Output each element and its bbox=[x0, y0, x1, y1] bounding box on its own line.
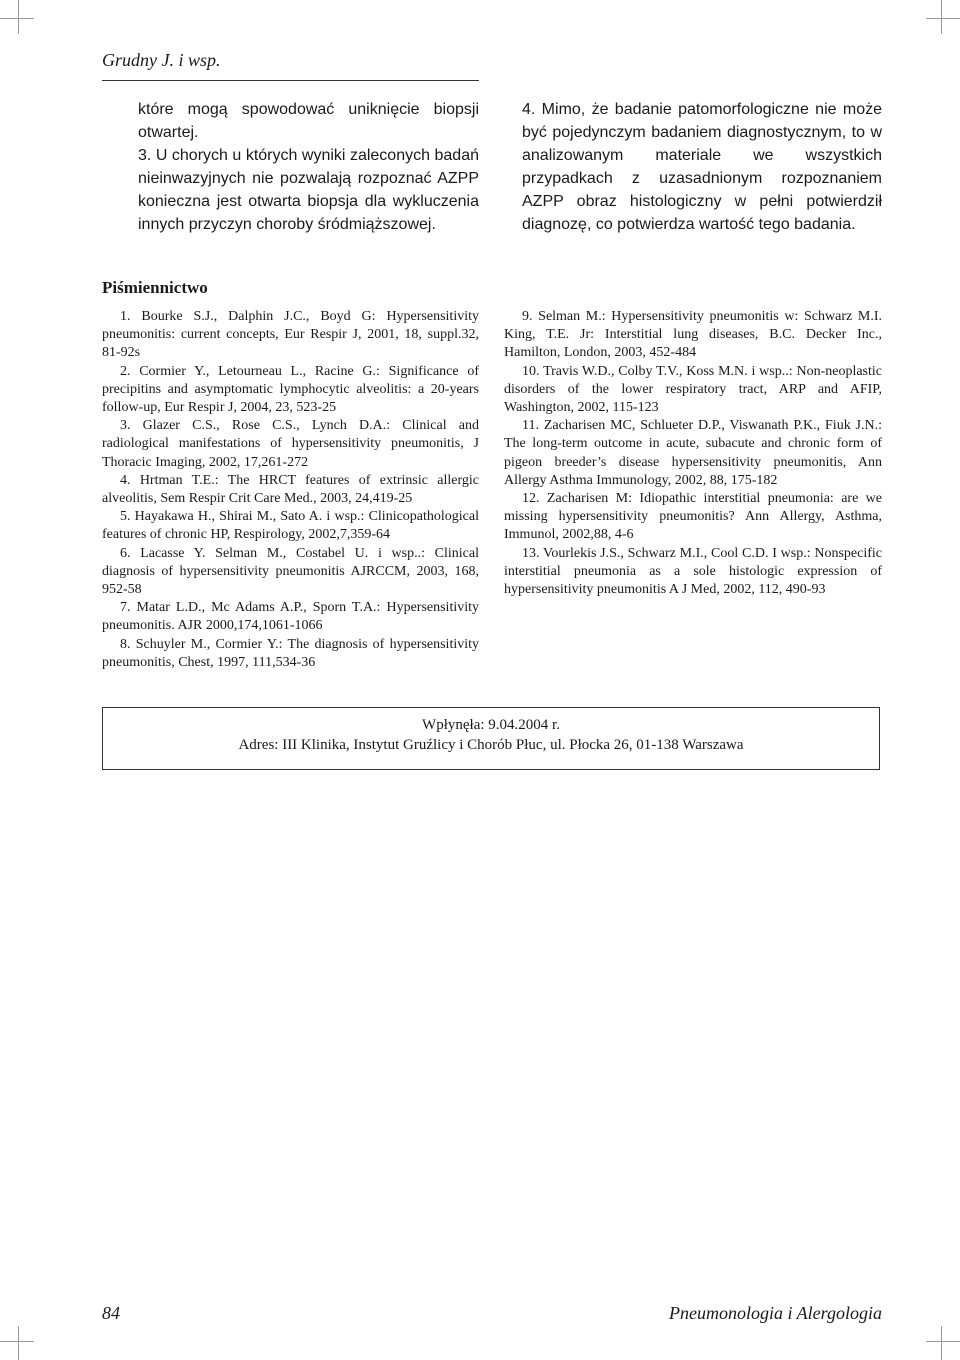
correspondence-box bbox=[102, 707, 880, 770]
reference-item: 9. Selman M.: Hypersensitivity pneumonitis w: Schwarz M.I. King, T.E. Jr: Interstitial lung diseases, B.C. Decker Inc., Hamilton, London, 2003, 452-484 bbox=[504, 309, 882, 361]
reference-item: 12. Zacharisen M: Idiopathic interstitial pneumonia: are we missing hypersensitivity pneumonitis? Ann Allergy, Asthma, Immunol, 2002,88, 4-6 bbox=[504, 491, 882, 543]
reference-item: 3. Glazer C.S., Rose C.S., Lynch D.A.: Clinical and radiological manifestations of hypersensitivity pneumonitis, J Thoracic Imaging, 2002, 17,261-272 bbox=[102, 418, 479, 470]
crop-mark bbox=[941, 0, 942, 34]
crop-mark bbox=[18, 1326, 19, 1360]
reference-item: 1. Bourke S.J., Dalphin J.C., Boyd G: Hypersensitivity pneumonitis: current concepts, Eur Respir J, 2001, 18, suppl.32, 81-92s bbox=[102, 309, 479, 361]
body-paragraph: które mogą spowodować uniknięcie biopsji otwartej. bbox=[138, 101, 479, 141]
received-date: Wpłynęła: 9.04.2004 r. bbox=[422, 717, 560, 733]
crop-mark bbox=[926, 1341, 960, 1342]
reference-item: 8. Schuyler M., Cormier Y.: The diagnosis of hypersensitivity pneumonitis, Chest, 1997, 111,534-36 bbox=[102, 636, 479, 670]
reference-item: 10. Travis W.D., Colby T.V., Koss M.N. i wsp..: Non-neoplastic disorders of the lower respiratory tract, ARP and AFIP, Washington, 2002, 115-123 bbox=[504, 363, 882, 416]
reference-item: 5. Hayakawa H., Shirai M., Sato A. i wsp.: Clinicopathological features of chronic HP, Respirology, 2002,7,359-64 bbox=[102, 509, 479, 543]
header-rule bbox=[102, 80, 479, 81]
crop-mark bbox=[0, 1341, 34, 1342]
body-column-left bbox=[138, 98, 479, 236]
running-header-author: Grudny J. i wsp. bbox=[102, 50, 221, 70]
crop-mark bbox=[0, 18, 34, 19]
reference-item: 4. Hrtman T.E.: The HRCT features of extrinsic allergic alveolitis, Sem Respir Crit Care Med., 2003, 24,419-25 bbox=[102, 472, 479, 507]
crop-mark bbox=[18, 0, 19, 34]
body-paragraph: 4. Mimo, że badanie patomorfologiczne nie może być pojedynczym badaniem diagnostycznym, to w analizowanym materiale we wszystkich przypadkach z uzasadnionym rozpoznaniem AZPP obraz histologiczny w pełni potwierdził diagnozę, co potwierdza wartość tego badania. bbox=[522, 101, 882, 233]
references-right bbox=[504, 308, 882, 599]
reference-item: 7. Matar L.D., Mc Adams A.P., Sporn T.A.: Hypersensitivity pneumonitis. AJR 2000,174,1061-1066 bbox=[102, 600, 479, 634]
reference-item: 11. Zacharisen MC, Schlueter D.P., Viswanath P.K., Fiuk J.N.: The long-term outcome in acute, subacute and chronic form of pigeon breeder’s disease hypersensitivity pneumonitis, Ann Allergy Asthma Immunology, 2002, 88, 175-182 bbox=[504, 418, 882, 488]
crop-mark bbox=[941, 1326, 942, 1360]
page-number: 84 bbox=[102, 1303, 120, 1323]
reference-item: 2. Cormier Y., Letourneau L., Racine G.: Significance of precipitins and asymptomatic lymphocytic alveolitis: a 20-years follow-up, Eur Respir J, 2004, 23, 523-25 bbox=[102, 363, 479, 416]
references-left bbox=[102, 308, 479, 672]
reference-item: 6. Lacasse Y. Selman M., Costabel U. i wsp..: Clinical diagnosis of hypersensitivity pneumonitis AJRCCM, 2003, 168, 952-58 bbox=[102, 545, 479, 598]
journal-name: Pneumonologia i Alergologia bbox=[669, 1303, 882, 1323]
crop-mark bbox=[926, 18, 960, 19]
reference-item: 13. Vourlekis J.S., Schwarz M.I., Cool C.D. I wsp.: Nonspecific interstitial pneumonia as a sole histologic expression of hypersensitivity pneumonitis A J Med, 2002, 112, 490-93 bbox=[504, 545, 882, 598]
references-title: Piśmiennictwo bbox=[102, 278, 208, 297]
body-paragraph: 3. U chorych u których wyniki zaleconych badań nieinwazyjnych nie pozwalają rozpoznać AZPP konieczna jest otwarta biopsja dla wykluczenia innych przyczyn choroby śródmiąższowej. bbox=[138, 147, 479, 233]
body-column-right bbox=[522, 98, 882, 236]
correspondence-address: Adres: III Klinika, Instytut Gruźlicy i Chorób Płuc, ul. Płocka 26, 01-138 Warszawa bbox=[238, 737, 744, 753]
